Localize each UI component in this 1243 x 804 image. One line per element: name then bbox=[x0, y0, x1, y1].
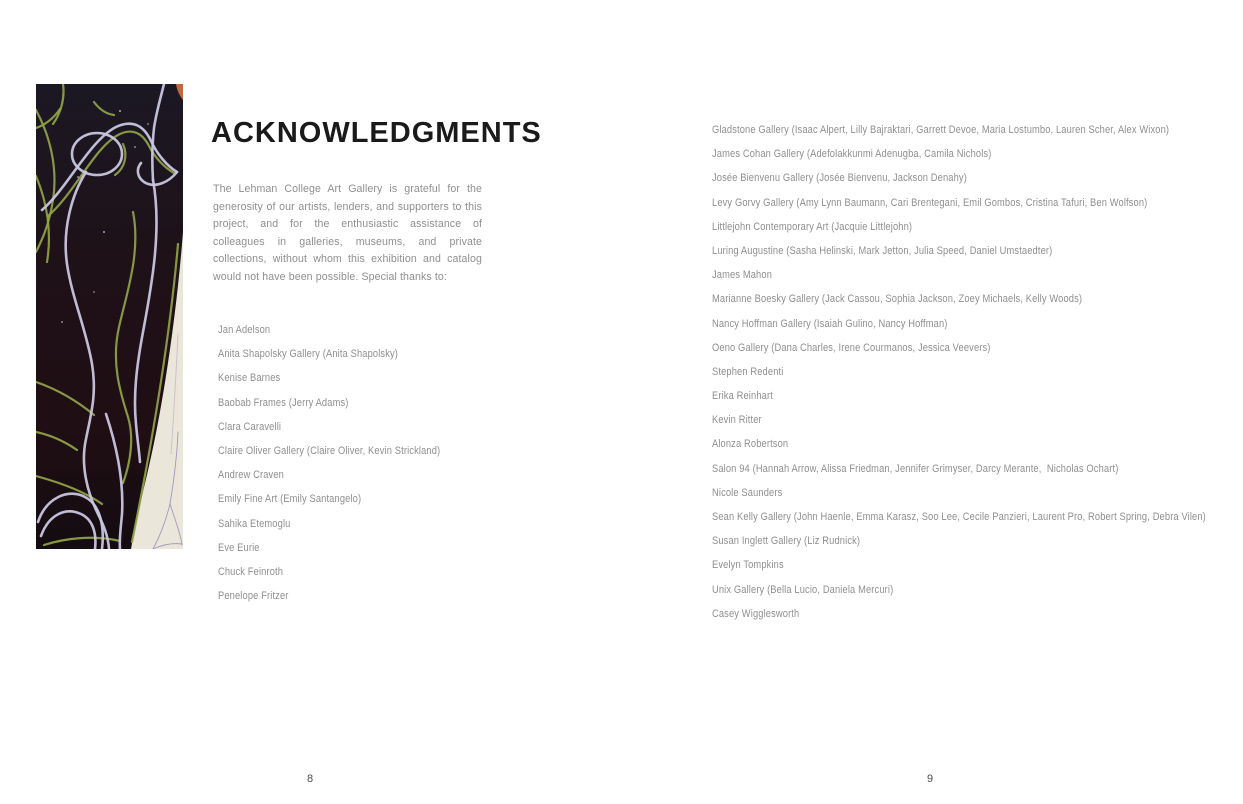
acknowledgee-name: Levy Gorvy Gallery (Amy Lynn Baumann, Cari Brentegani, Emil Gombos, Cristina Tafuri, Ben Wolfson) bbox=[712, 196, 1148, 209]
abstract-line-drawing bbox=[36, 84, 183, 549]
acknowledgee-name: Susan Inglett Gallery (Liz Rudnick) bbox=[712, 535, 861, 548]
acknowledgee-name: Luring Augustine (Sasha Helinski, Mark Jetton, Julia Speed, Daniel Umstaedter) bbox=[712, 244, 1053, 257]
acknowledgee-name: Josée Bienvenu Gallery (Josée Bienvenu, Jackson Denahy) bbox=[712, 172, 967, 185]
acknowledgee-name: Chuck Feinroth bbox=[218, 565, 284, 578]
page-number-left: 8 bbox=[306, 773, 314, 785]
acknowledgee-name: Baobab Frames (Jerry Adams) bbox=[218, 396, 349, 409]
acknowledgee-name: Oeno Gallery (Dana Charles, Irene Courmanos, Jessica Veevers) bbox=[712, 341, 991, 354]
acknowledgee-name: Evelyn Tompkins bbox=[712, 559, 784, 572]
intro-paragraph: The Lehman College Art Gallery is grateful for the generosity of our artists, lenders, and supporters to this project, and for the enthusiastic assistance of colleagues in galleries, museums, and private collections, without whom this exhibition and catalog would not have been possible. Special thanks to: bbox=[213, 183, 482, 283]
acknowledgee-name: Claire Oliver Gallery (Claire Oliver, Kevin Strickland) bbox=[218, 444, 441, 457]
acknowledgee-name: Sean Kelly Gallery (John Haenle, Emma Karasz, Soo Lee, Cecile Panzieri, Laurent Pro, Robert Spring, Debra Vilen) bbox=[712, 511, 1206, 523]
acknowledgee-name: Anita Shapolsky Gallery (Anita Shapolsky) bbox=[218, 348, 399, 361]
acknowledgee-name: Kevin Ritter bbox=[712, 414, 762, 427]
acknowledgee-name: Eve Eurie bbox=[218, 541, 260, 554]
acknowledgee-name: Littlejohn Contemporary Art (Jacquie Littlejohn) bbox=[712, 220, 913, 233]
acknowledgee-list-right bbox=[712, 118, 1206, 626]
acknowledgee-name: Stephen Redenti bbox=[712, 365, 784, 378]
acknowledgee-name: Casey Wigglesworth bbox=[712, 607, 800, 620]
acknowledgee-name: Kenise Barnes bbox=[218, 372, 281, 385]
acknowledgee-name: Penelope Fritzer bbox=[218, 590, 289, 603]
acknowledgee-name: Clara Caravelli bbox=[218, 420, 282, 433]
acknowledgee-name: Sahika Etemoglu bbox=[218, 517, 291, 530]
acknowledgee-name: Jan Adelson bbox=[218, 324, 271, 336]
acknowledgee-name: Andrew Craven bbox=[218, 469, 284, 482]
page-title: ACKNOWLEDGMENTS bbox=[211, 117, 542, 149]
acknowledgee-name: Marianne Boesky Gallery (Jack Cassou, Sophia Jackson, Zoey Michaels, Kelly Woods) bbox=[712, 293, 1083, 306]
acknowledgee-name: Unix Gallery (Bella Lucio, Daniela Mercuri) bbox=[712, 583, 894, 596]
acknowledgee-name: James Mahon bbox=[712, 269, 773, 282]
acknowledgee-name: Gladstone Gallery (Isaac Alpert, Lilly Bajraktari, Garrett Devoe, Maria Lostumbo, Lauren Scher, Alex Wixon) bbox=[712, 124, 1170, 136]
acknowledgee-name: Erika Reinhart bbox=[712, 390, 773, 403]
artwork-image bbox=[36, 84, 183, 549]
page-number-right: 9 bbox=[926, 773, 934, 785]
acknowledgee-name: Emily Fine Art (Emily Santangelo) bbox=[218, 493, 362, 506]
acknowledgee-name: James Cohan Gallery (Adefolakkunmi Adenugba, Camila Nichols) bbox=[712, 148, 992, 161]
acknowledgee-name: Salon 94 (Hannah Arrow, Alissa Friedman, Jennifer Grimyser, Darcy Merante, Nicholas Ochart) bbox=[712, 462, 1119, 475]
acknowledgee-list-left bbox=[218, 318, 440, 608]
acknowledgee-name: Nicole Saunders bbox=[712, 486, 783, 499]
acknowledgee-name: Nancy Hoffman Gallery (Isaiah Gulino, Nancy Hoffman) bbox=[712, 317, 948, 330]
acknowledgee-name: Alonza Robertson bbox=[712, 438, 789, 451]
